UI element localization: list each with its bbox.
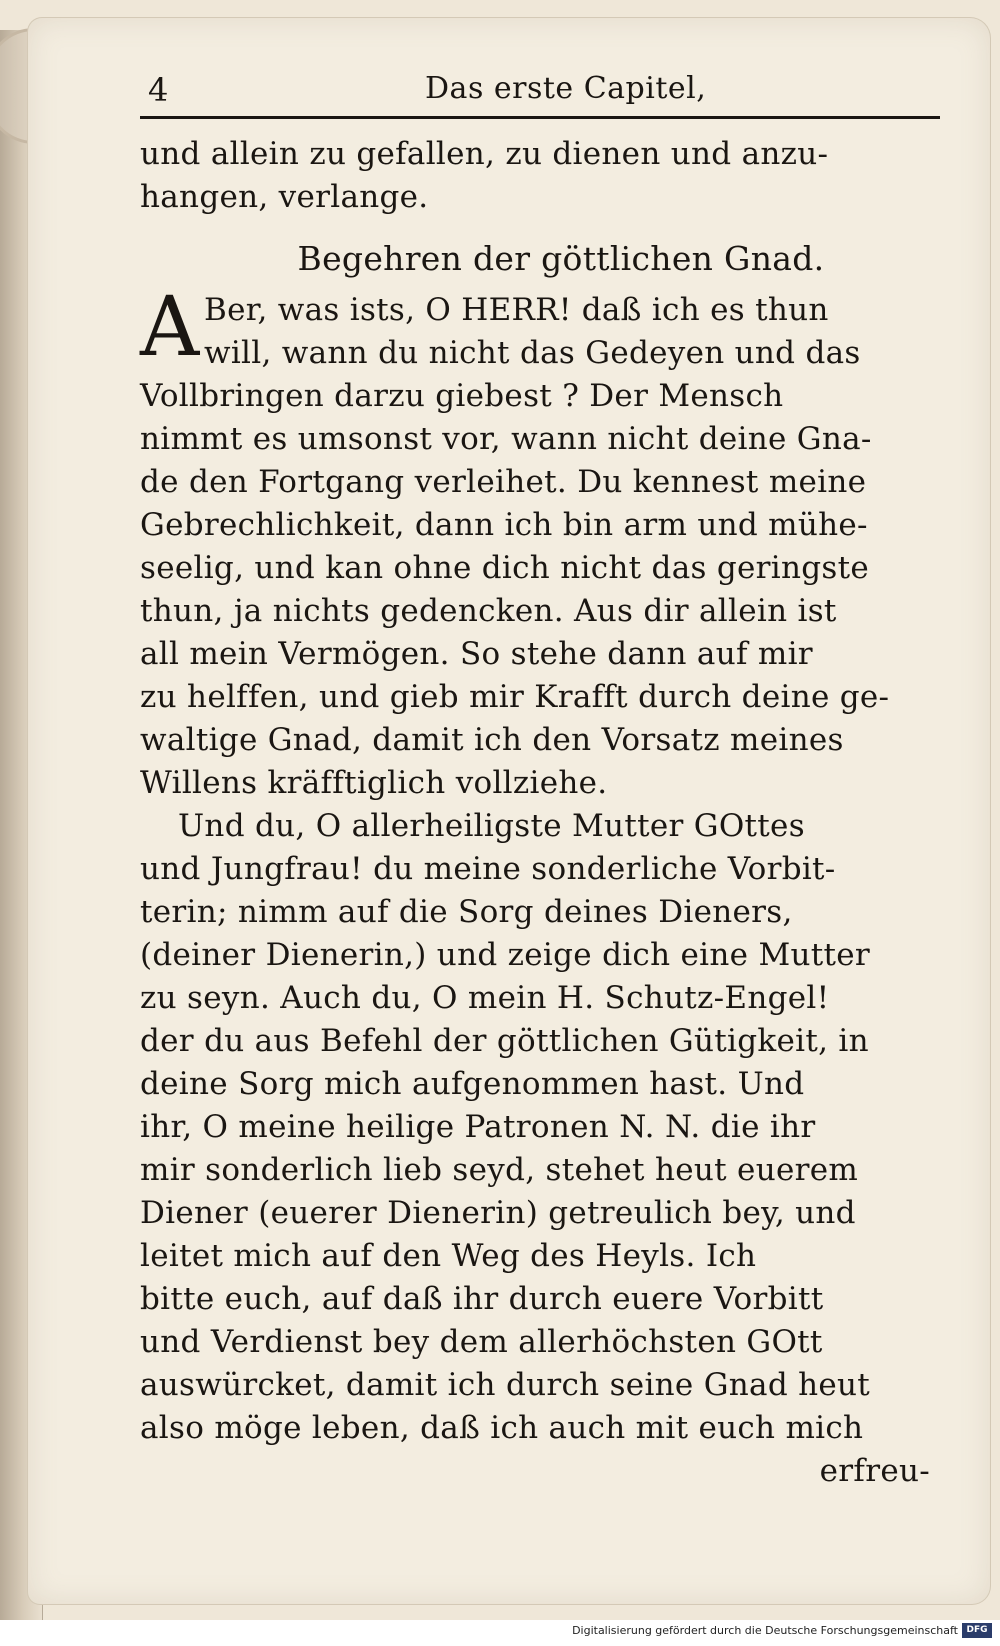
text-line: zu helffen, und gieb mir Krafft durch deine ge- — [140, 679, 890, 715]
text-line: deine Sorg mich aufgenommen hast. Und — [140, 1066, 805, 1102]
text-line: und allein zu gefallen, zu dienen und anzu- — [140, 136, 829, 172]
text-line: mir sonderlich lieb seyd, stehet heut euerem — [140, 1152, 859, 1188]
dfg-logo: DFG — [962, 1623, 992, 1638]
text-line: Willens kräfftiglich vollziehe. — [140, 765, 608, 801]
text-line: hangen, verlange. — [140, 179, 429, 215]
text-line: will, wann du nicht das Gedeyen und das — [204, 335, 861, 371]
text-line: und Jungfrau! du meine sonderliche Vorbit- — [140, 851, 836, 887]
text-line: leitet mich auf den Weg des Heyls. Ich — [140, 1238, 757, 1274]
text-line: Vollbringen darzu giebest ? Der Mensch — [140, 378, 784, 414]
text-line: auswürcket, damit ich durch seine Gnad heut — [140, 1367, 871, 1403]
text-line: Gebrechlichkeit, dann ich bin arm und mühe- — [140, 507, 868, 543]
page-number: 4 — [148, 71, 169, 109]
continuation-text — [140, 133, 940, 219]
text-line: Ber, was ists, O HERR! daß ich es thun — [204, 292, 829, 328]
text-line: terin; nimm auf die Sorg deines Dieners, — [140, 894, 793, 930]
funding-credit: Digitalisierung gefördert durch die Deutsche Forschungsgemeinschaft — [572, 1624, 958, 1637]
section-heading: Begehren der göttlichen Gnad. — [297, 239, 825, 278]
chapter-title: Das erste Capitel, — [425, 71, 707, 106]
text-line: seelig, und kan ohne dich nicht das geringste — [140, 550, 869, 586]
catchword: erfreu- — [819, 1453, 930, 1489]
text-line: thun, ja nichts gedencken. Aus dir allein ist — [140, 593, 837, 629]
paragraph-2 — [140, 805, 940, 1450]
text-line: Diener (euerer Dienerin) getreulich bey, und — [140, 1195, 856, 1231]
text-line: ihr, O meine heilige Patronen N. N. die ihr — [140, 1109, 816, 1145]
text-line: de den Fortgang verleihet. Du kennest meine — [140, 464, 867, 500]
text-line: und Verdienst bey dem allerhöchsten GOtt — [140, 1324, 823, 1360]
text-line: also möge leben, daß ich auch mit euch mich — [140, 1410, 864, 1446]
text-line: (deiner Dienerin,) und zeige dich eine Mutter — [140, 937, 871, 973]
book-page — [28, 18, 990, 1604]
running-head — [140, 70, 940, 119]
page-content — [140, 70, 940, 1493]
text-line: bitte euch, auf daß ihr durch euere Vorbitt — [140, 1281, 824, 1317]
paragraph-1 — [140, 280, 940, 805]
text-line: nimmt es umsonst vor, wann nicht deine Gna- — [140, 421, 872, 457]
text-line: zu seyn. Auch du, O mein H. Schutz-Engel! — [140, 980, 830, 1016]
text-line: Und du, O allerheiligste Mutter GOttes — [178, 808, 805, 844]
footer-bar — [0, 1620, 1000, 1646]
text-line: der du aus Befehl der göttlichen Gütigkeit, in — [140, 1023, 869, 1059]
drop-cap: A — [140, 280, 200, 375]
text-line: all mein Vermögen. So stehe dann auf mir — [140, 636, 813, 672]
text-line: waltige Gnad, damit ich den Vorsatz meines — [140, 722, 844, 758]
